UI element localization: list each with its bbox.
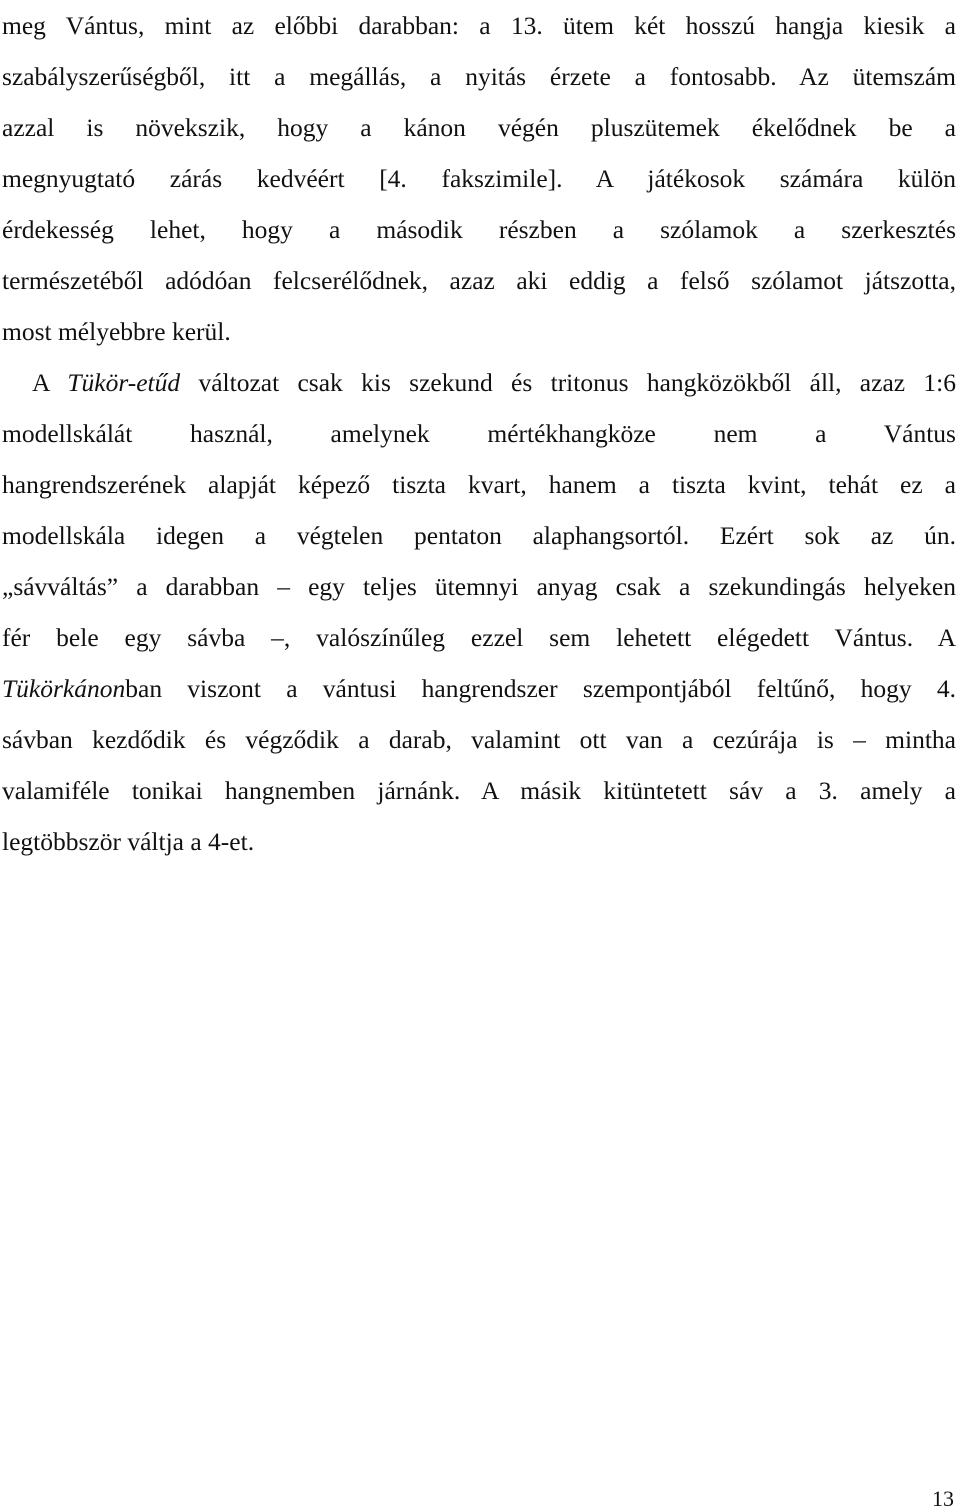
text-line: modellskálát használ, amelynek mértékhangköze nem a Vántus	[2, 419, 956, 448]
text-line: sávban kezdődik és végződik a darab, valamint ott van a cezúrája is – mintha	[2, 725, 956, 754]
text-line: legtöbbször váltja a 4-et.	[2, 827, 255, 856]
paragraph-1	[2, 0, 956, 357]
text-line: természetéből adódóan felcserélődnek, azaz aki eddig a felső szólamot játszotta,	[2, 266, 956, 295]
page-number: 13	[932, 1486, 954, 1511]
text-line: modellskála idegen a végtelen pentaton alaphangsortól. Ezért sok az ún.	[2, 521, 956, 550]
paragraph-2	[2, 357, 956, 867]
text-line: most mélyebbre kerül.	[2, 317, 231, 346]
text-run: A	[32, 368, 68, 397]
text-line	[2, 663, 956, 714]
text-line	[2, 357, 956, 408]
text-line: érdekesség lehet, hogy a második részben a szólamok a szerkesztés	[2, 215, 956, 244]
text-line: fér bele egy sávba –, valószínűleg ezzel sem lehetett elégedett Vántus. A	[2, 623, 956, 652]
text-line: hangrendszerének alapját képező tiszta kvart, hanem a tiszta kvint, tehát ez a	[2, 470, 956, 499]
italic-title: Tükörkánon	[2, 674, 126, 703]
text-line: azzal is növekszik, hogy a kánon végén pluszütemek ékelődnek be a	[2, 113, 956, 142]
italic-title: Tükör-etűd	[67, 368, 181, 397]
text-line: szabályszerűségből, itt a megállás, a nyitás érzete a fontosabb. Az ütemszám	[2, 62, 956, 91]
document-body	[2, 0, 956, 867]
text-line: „sávváltás” a darabban – egy teljes ütemnyi anyag csak a szekundingás helyeken	[2, 572, 956, 601]
text-run: ban viszont a vántusi hangrendszer szempontjából feltűnő, hogy 4.	[125, 674, 956, 703]
text-line: meg Vántus, mint az előbbi darabban: a 13. ütem két hosszú hangja kiesik a	[2, 11, 956, 40]
text-line: megnyugtató zárás kedvéért [4. fakszimile]. A játékosok számára külön	[2, 164, 956, 193]
text-run: változat csak kis szekund és tritonus hangközökből áll, azaz 1:6	[180, 368, 956, 397]
text-line: valamiféle tonikai hangnemben járnánk. A másik kitüntetett sáv a 3. amely a	[2, 776, 956, 805]
